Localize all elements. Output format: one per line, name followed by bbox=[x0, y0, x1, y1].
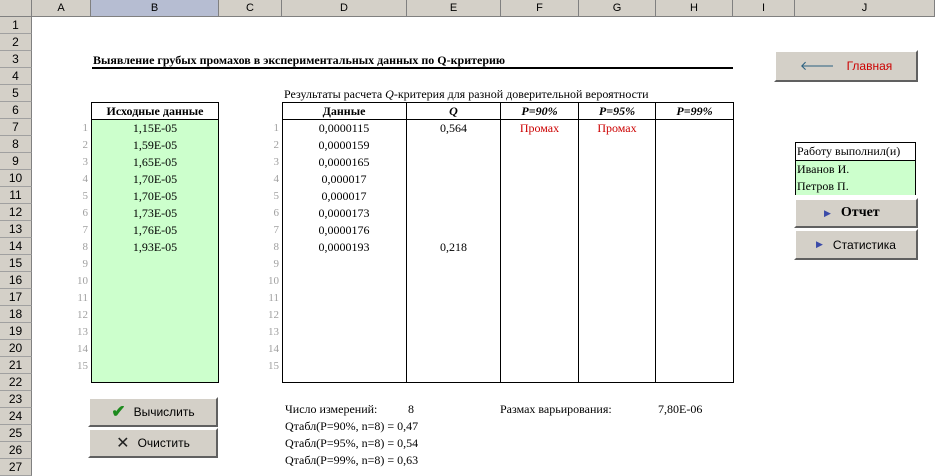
authors-header: Работу выполнил(и) bbox=[796, 143, 915, 161]
source-value-cell[interactable]: 1,70E-05 bbox=[132, 189, 178, 203]
row-header-22[interactable]: 22 bbox=[0, 374, 32, 391]
checkmark-icon: ✔ bbox=[111, 402, 126, 421]
row-index: 8 bbox=[82, 241, 88, 253]
row-header-12[interactable]: 12 bbox=[0, 204, 32, 221]
column-header-j[interactable]: J bbox=[795, 0, 935, 17]
source-value-cell[interactable]: 1,93E-05 bbox=[132, 240, 178, 254]
source-value-cell[interactable]: 1,59E-05 bbox=[132, 138, 178, 152]
source-value-cell[interactable] bbox=[91, 358, 219, 375]
row-index: 11 bbox=[77, 292, 88, 304]
result-data-cell: 0,000017 bbox=[321, 172, 367, 186]
result-data-cell: 0,0000176 bbox=[318, 223, 370, 237]
results-col-divider bbox=[655, 102, 656, 383]
outlier-flag-p90: Промах bbox=[519, 121, 560, 135]
q-table-90: Qтабл(P=90%, n=8) = 0,47 bbox=[285, 419, 419, 433]
clear-button-label: Очистить bbox=[137, 436, 190, 450]
row-header-16[interactable]: 16 bbox=[0, 272, 32, 289]
column-header-c[interactable]: C bbox=[219, 0, 282, 17]
report-button[interactable] bbox=[794, 198, 918, 228]
row-header-19[interactable]: 19 bbox=[0, 323, 32, 340]
range-value: 7,80E-06 bbox=[658, 402, 703, 416]
source-value-cell[interactable] bbox=[91, 341, 219, 358]
column-header-h[interactable]: H bbox=[656, 0, 733, 17]
outlier-flag-p95: Промах bbox=[597, 121, 637, 135]
page-title: Выявление грубых промахов в экспериментальных данных по Q-критерию bbox=[93, 53, 506, 67]
row-header-4[interactable]: 4 bbox=[0, 68, 32, 85]
column-header-g[interactable]: G bbox=[579, 0, 656, 17]
result-data-cell: 0,0000115 bbox=[318, 121, 370, 135]
result-q-cell bbox=[407, 188, 500, 205]
results-caption-post: -критерия для разной доверительной вероятности bbox=[393, 87, 649, 101]
row-index: 15 bbox=[77, 360, 88, 372]
row-index: 7 bbox=[273, 224, 279, 236]
results-col-divider bbox=[500, 102, 501, 383]
result-data-cell: 0,0000173 bbox=[318, 206, 370, 220]
row-index: 4 bbox=[82, 173, 88, 185]
result-q-cell bbox=[407, 137, 500, 154]
row-index: 3 bbox=[82, 156, 88, 168]
result-q-cell: 0,218 bbox=[440, 240, 467, 254]
row-index: 9 bbox=[82, 258, 88, 270]
count-label: Число измерений: bbox=[285, 402, 378, 416]
column-header-a[interactable]: A bbox=[32, 0, 91, 17]
column-header-i[interactable]: I bbox=[733, 0, 795, 17]
row-index: 5 bbox=[82, 190, 88, 202]
clear-button[interactable] bbox=[88, 428, 218, 458]
row-header-23[interactable]: 23 bbox=[0, 391, 32, 408]
results-header-p90: P=90% bbox=[521, 104, 558, 118]
source-value-cell[interactable] bbox=[91, 273, 219, 290]
row-header-14[interactable]: 14 bbox=[0, 238, 32, 255]
row-header-26[interactable]: 26 bbox=[0, 442, 32, 459]
q-table-95: Qтабл(P=95%, n=8) = 0,54 bbox=[285, 436, 419, 450]
source-value-cell[interactable] bbox=[91, 256, 219, 273]
title-underline bbox=[92, 67, 733, 69]
row-index: 4 bbox=[273, 173, 279, 185]
row-index: 6 bbox=[273, 207, 279, 219]
result-q-cell: 0,564 bbox=[440, 121, 467, 135]
result-q-cell bbox=[407, 171, 500, 188]
row-index: 1 bbox=[82, 122, 88, 134]
row-index: 7 bbox=[82, 224, 88, 236]
row-index: 5 bbox=[273, 190, 279, 202]
results-header-q: Q bbox=[449, 104, 458, 118]
row-header-17[interactable]: 17 bbox=[0, 289, 32, 306]
row-header-8[interactable]: 8 bbox=[0, 136, 32, 153]
row-index: 1 bbox=[273, 122, 279, 134]
q-table-99: Qтабл(P=99%, n=8) = 0,63 bbox=[285, 453, 419, 467]
play-icon: ▶ bbox=[816, 239, 823, 249]
row-index: 2 bbox=[82, 139, 88, 151]
author-name-1[interactable]: Иванов И. bbox=[796, 161, 915, 178]
result-data-cell: 0,0000193 bbox=[318, 240, 370, 254]
column-header-d[interactable]: D bbox=[282, 0, 407, 17]
row-header-9[interactable]: 9 bbox=[0, 153, 32, 170]
row-index: 14 bbox=[268, 343, 279, 355]
calculate-button[interactable] bbox=[88, 397, 218, 427]
main-button[interactable] bbox=[774, 50, 918, 82]
row-header-1[interactable]: 1 bbox=[0, 17, 32, 34]
statistics-button[interactable] bbox=[794, 229, 918, 260]
row-index: 8 bbox=[273, 241, 279, 253]
column-header-f[interactable]: F bbox=[501, 0, 579, 17]
play-icon: ▶ bbox=[824, 207, 831, 218]
column-header-b[interactable]: B bbox=[91, 0, 219, 17]
authors-box bbox=[795, 142, 916, 195]
source-value-cell[interactable]: 1,73E-05 bbox=[132, 206, 178, 220]
row-header-18[interactable]: 18 bbox=[0, 306, 32, 323]
row-header-3[interactable]: 3 bbox=[0, 51, 32, 68]
source-value-cell[interactable] bbox=[91, 324, 219, 341]
row-header-13[interactable]: 13 bbox=[0, 221, 32, 238]
row-index: 13 bbox=[268, 326, 279, 338]
results-header-p95: P=95% bbox=[598, 104, 636, 118]
result-q-cell bbox=[407, 154, 500, 171]
row-index: 11 bbox=[268, 292, 279, 304]
row-header-25[interactable]: 25 bbox=[0, 425, 32, 442]
row-index: 12 bbox=[77, 309, 88, 321]
row-header-6[interactable]: 6 bbox=[0, 102, 32, 119]
row-index: 3 bbox=[273, 156, 279, 168]
result-data-cell: 0,000017 bbox=[321, 189, 367, 203]
source-value-cell[interactable] bbox=[91, 290, 219, 307]
source-value-cell[interactable]: 1,76E-05 bbox=[132, 223, 178, 237]
row-header-11[interactable]: 11 bbox=[0, 187, 32, 204]
report-button-label: Отчет bbox=[840, 205, 880, 220]
source-value-cell[interactable]: 1,15E-05 bbox=[132, 121, 178, 135]
source-value-cell[interactable]: 1,70E-05 bbox=[132, 172, 178, 186]
source-data-header: Исходные данные bbox=[91, 102, 219, 120]
results-caption-pre: Результаты расчета bbox=[284, 87, 386, 101]
select-all-corner[interactable] bbox=[0, 0, 32, 17]
row-header-27[interactable]: 27 bbox=[0, 459, 32, 476]
row-header-21[interactable]: 21 bbox=[0, 357, 32, 374]
row-index: 9 bbox=[273, 258, 279, 270]
column-header-e[interactable]: E bbox=[407, 0, 501, 17]
row-header-15[interactable]: 15 bbox=[0, 255, 32, 272]
main-button-label: Главная bbox=[846, 59, 893, 73]
source-value-cell[interactable]: 1,65E-05 bbox=[132, 155, 178, 169]
row-index: 10 bbox=[77, 275, 88, 287]
row-index: 13 bbox=[77, 326, 88, 338]
result-data-cell: 0,0000159 bbox=[318, 138, 370, 152]
results-header-data: Данные bbox=[322, 104, 366, 118]
author-name-2[interactable]: Петров П. bbox=[796, 178, 915, 195]
results-caption bbox=[284, 87, 649, 102]
row-header-2[interactable]: 2 bbox=[0, 34, 32, 51]
row-index: 10 bbox=[268, 275, 279, 287]
row-index: 15 bbox=[268, 360, 279, 372]
statistics-button-label: Статистика bbox=[832, 237, 896, 252]
arrow-left-icon: 🡐 bbox=[799, 58, 835, 73]
row-header-20[interactable]: 20 bbox=[0, 340, 32, 357]
result-q-cell bbox=[407, 205, 500, 222]
row-header-24[interactable]: 24 bbox=[0, 408, 32, 425]
row-index: 12 bbox=[268, 309, 279, 321]
results-header-p99: P=99% bbox=[676, 104, 713, 118]
result-data-cell: 0,0000165 bbox=[318, 155, 370, 169]
row-index: 2 bbox=[273, 139, 279, 151]
row-header-7[interactable]: 7 bbox=[0, 119, 32, 136]
row-index: 6 bbox=[82, 207, 88, 219]
results-col-divider bbox=[578, 102, 579, 383]
range-label: Размах варьирования: bbox=[500, 402, 612, 416]
result-q-cell bbox=[407, 222, 500, 239]
source-value-cell[interactable] bbox=[91, 307, 219, 324]
close-icon: ✕ bbox=[116, 435, 130, 452]
row-header-10[interactable]: 10 bbox=[0, 170, 32, 187]
row-index: 14 bbox=[77, 343, 88, 355]
results-caption-q: Q bbox=[385, 87, 394, 101]
row-header-5[interactable]: 5 bbox=[0, 85, 32, 102]
calculate-button-label: Вычислить bbox=[133, 405, 195, 419]
count-value: 8 bbox=[408, 402, 414, 416]
